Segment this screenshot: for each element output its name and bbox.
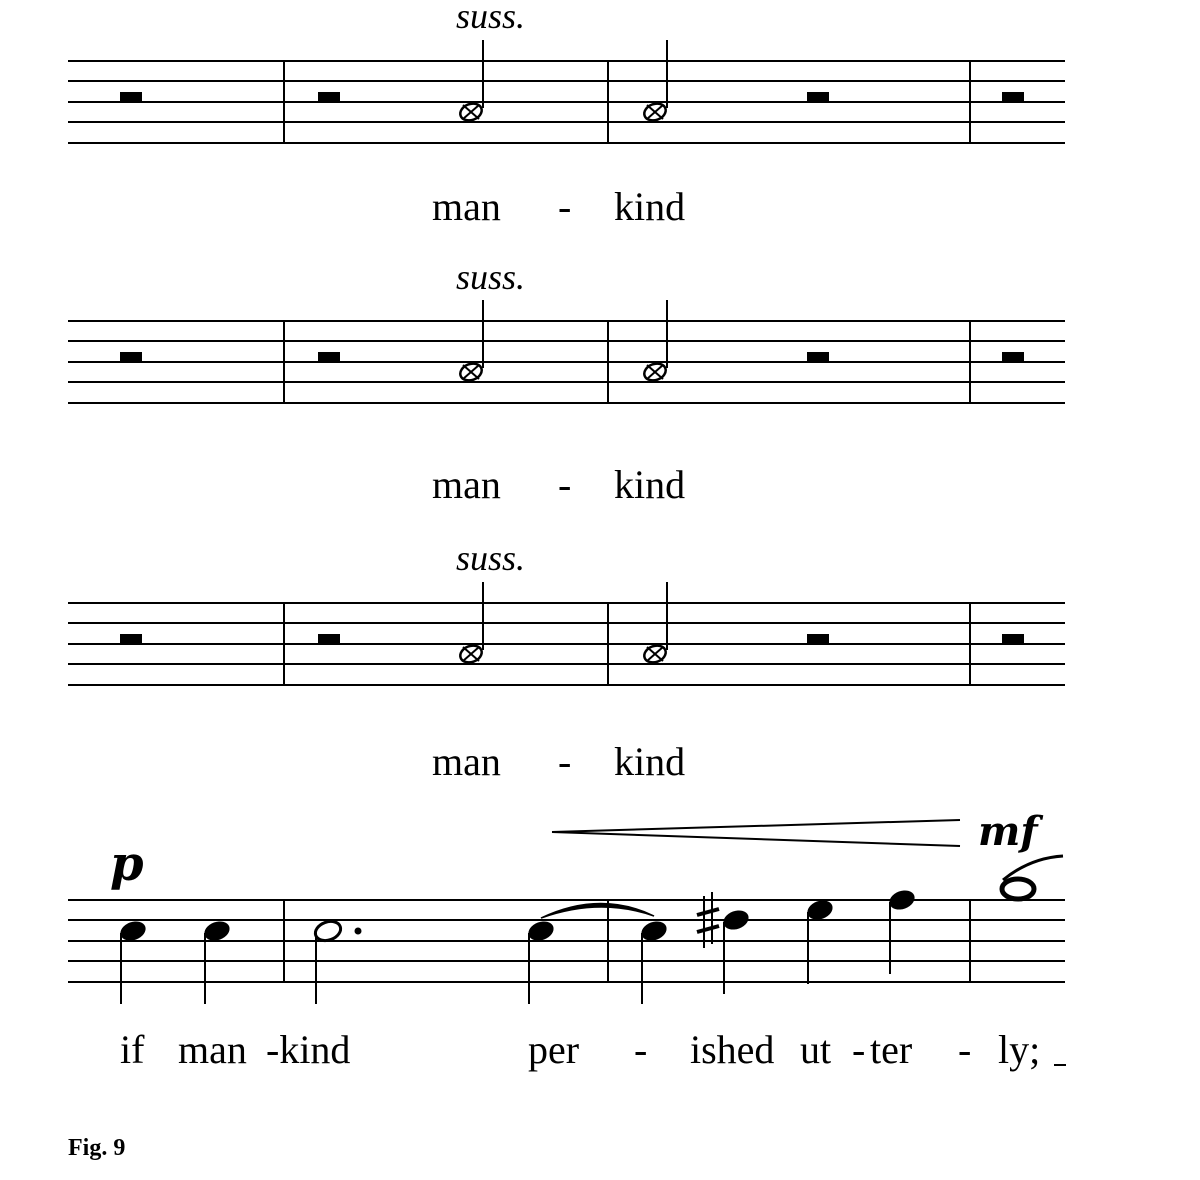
lyric-syllable: ished [690,1027,775,1072]
whole-rest [807,352,829,362]
whole-note [1002,879,1034,899]
whole-rest [120,352,142,362]
lyric-syllable: if [120,1027,145,1072]
whole-rest [120,634,142,644]
lyric-hyphen: - [958,1027,972,1072]
whole-rest [1002,352,1024,362]
staff-2-lyrics [432,462,685,507]
staff-4 [68,900,1065,982]
lyric-syllable: man [432,739,501,784]
whole-rest [807,92,829,102]
lyric-syllable: kind [614,462,686,507]
slur [1003,856,1063,880]
lyric-hyphen: - [558,184,572,229]
lyric-syllable: man [178,1027,247,1072]
lyric-syllable: ter [870,1027,913,1072]
crescendo-hairpin [552,820,960,846]
lyric-syllable: kind [614,184,686,229]
performance-direction: suss. [456,0,526,36]
dynamic-mezzo-forte: mf [978,808,1038,855]
staff-2 [68,321,1065,403]
performance-direction: suss. [456,257,526,297]
performance-direction: suss. [456,538,526,578]
lyric-syllable: man [432,462,501,507]
whole-rest [318,92,340,102]
lyric-hyphen: - [634,1027,648,1072]
lyric-syllable: per [528,1027,580,1072]
lyric-syllable: -kind [266,1027,351,1072]
quarter-note [721,907,752,994]
lyric-hyphen: - [558,739,572,784]
staff-1 [68,61,1065,143]
whole-rest [1002,634,1024,644]
lyric-hyphen: - [558,462,572,507]
whole-rest [318,352,340,362]
staff-1-lyrics [432,184,685,229]
lyric-syllable: ly; [998,1027,1041,1072]
whole-rest [807,634,829,644]
staff-1-rests [120,92,1024,102]
whole-rest [120,92,142,102]
staff-3-rests [120,634,1024,644]
lyric-syllable: man [432,184,501,229]
tie [541,903,654,918]
whole-rest [318,634,340,644]
lyric-syllable: ut [800,1027,832,1072]
lyric-hyphen: - [852,1027,866,1072]
staff-4-lyrics [120,1027,1066,1072]
lyric-syllable: kind [614,739,686,784]
staff-3-lyrics [432,739,685,784]
dynamic-piano: p [110,836,144,892]
whole-rest [1002,92,1024,102]
figure-caption: Fig. 9 [68,1135,126,1161]
staff-2-rests [120,352,1024,362]
staff-3 [68,603,1065,685]
